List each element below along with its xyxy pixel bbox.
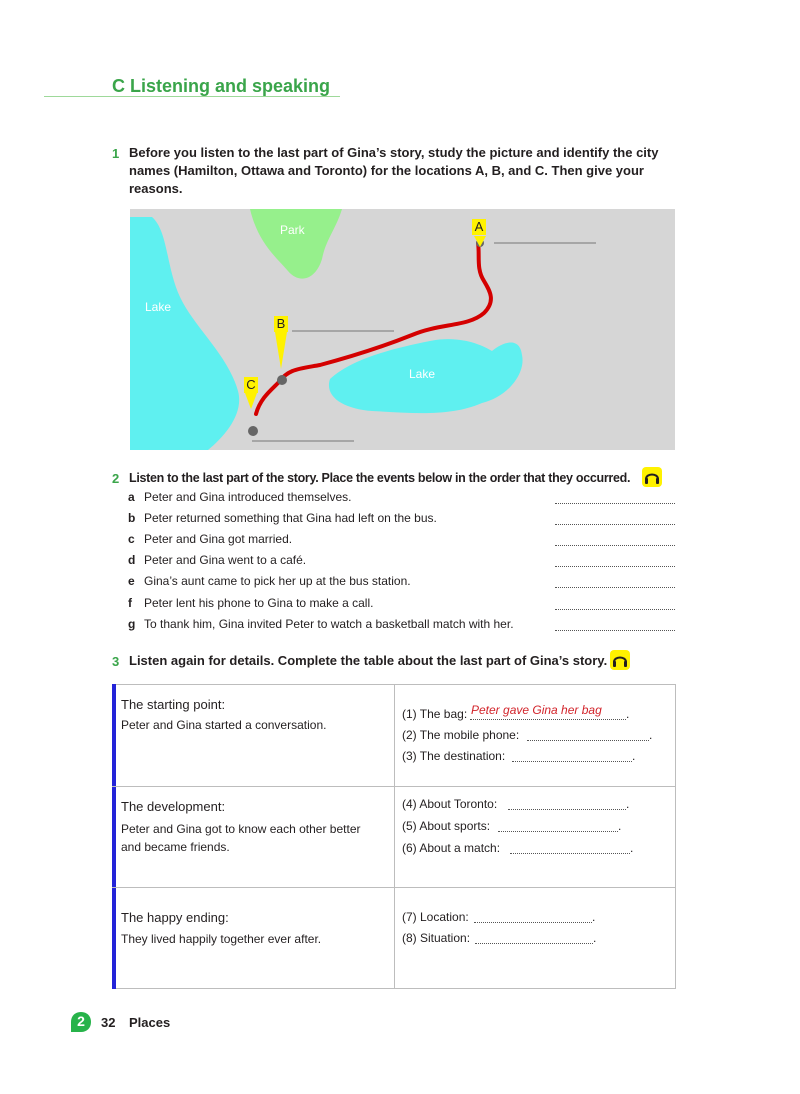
table-accent-bar (112, 684, 116, 989)
pin-a-tail (474, 236, 486, 247)
field-period: . (626, 797, 630, 811)
field-period: . (632, 749, 636, 763)
location-b-dot (277, 375, 287, 385)
event-letter: a (128, 490, 135, 504)
event-answer-line[interactable] (555, 503, 675, 504)
row-body-line: and became friends. (121, 840, 230, 854)
table-row-divider (112, 887, 676, 888)
q3-text: Listen again for details. Complete the table about the last part of Gina’s story. (129, 653, 608, 668)
field-answer-line[interactable] (475, 943, 593, 944)
q3-number: 3 (112, 654, 120, 669)
field-label: (5) About sports: (402, 819, 491, 833)
field-label: (6) About a match: (402, 841, 501, 855)
unit-title: Places (129, 1015, 171, 1030)
lake-right-label: Lake (409, 367, 436, 381)
field-answer-line[interactable] (498, 831, 618, 832)
headphones-icon[interactable] (642, 467, 662, 487)
unit-number: 2 (77, 1013, 85, 1029)
field-answer-line[interactable] (470, 719, 626, 720)
pin-a-label: A (472, 219, 486, 235)
pin-c-tail (245, 393, 257, 409)
field-label: (2) The mobile phone: (402, 728, 520, 742)
field-answer-line[interactable] (474, 922, 592, 923)
q1-text-line: Before you listen to the last part of Gina’s story, study the picture and identify the city (129, 145, 659, 160)
field-label: (4) About Toronto: (402, 797, 498, 811)
field-label: (1) The bag: (402, 707, 468, 721)
pin-b-label: B (274, 316, 288, 332)
pin-c-label: C (244, 377, 258, 393)
event-letter: b (128, 511, 136, 525)
event-text: Peter and Gina introduced themselves. (144, 490, 352, 504)
field-answer-line[interactable] (510, 853, 630, 854)
event-text: Peter returned something that Gina had left on the bus. (144, 511, 437, 525)
lake-left-label: Lake (145, 300, 172, 314)
row-heading: The starting point: (121, 697, 226, 712)
event-item (128, 617, 514, 631)
q1-text-line: reasons. (129, 181, 183, 196)
park-label: Park (280, 223, 305, 237)
location-c-dot (248, 426, 258, 436)
headphones-icon[interactable] (610, 650, 630, 670)
field-answer-line[interactable] (508, 809, 626, 810)
section-divider (44, 96, 340, 97)
event-letter: e (128, 574, 135, 588)
row-heading: The development: (121, 799, 226, 814)
q1-text-line: names (Hamilton, Ottawa and Toronto) for the locations A, B, and C. Then give your (129, 163, 644, 178)
q2-number: 2 (112, 471, 120, 486)
field-period: . (593, 931, 597, 945)
table-column-divider (394, 684, 395, 989)
headphones-icon-glyph (642, 467, 662, 487)
event-answer-line[interactable] (555, 566, 675, 567)
event-answer-line[interactable] (555, 524, 675, 525)
row-body-line: Peter and Gina got to know each other better (121, 822, 361, 836)
headphones-icon-glyph (610, 650, 630, 670)
event-text: Gina’s aunt came to pick her up at the bus station. (144, 574, 411, 588)
field-label: (8) Situation: (402, 931, 471, 945)
park-area (250, 209, 342, 279)
field-label: (3) The destination: (402, 749, 506, 763)
event-item (128, 553, 306, 567)
event-text: Peter and Gina went to a café. (144, 553, 307, 567)
row-heading: The happy ending: (121, 910, 229, 925)
event-item (128, 574, 411, 588)
field-period: . (626, 707, 630, 721)
handwritten-answer: Peter gave Gina her bag (471, 703, 602, 717)
field-answer-line[interactable] (512, 761, 632, 762)
event-item (128, 490, 351, 504)
event-item (128, 511, 437, 525)
event-answer-line[interactable] (555, 587, 675, 588)
event-letter: c (128, 532, 135, 546)
event-letter: f (128, 596, 132, 610)
field-answer-line[interactable] (527, 740, 649, 741)
section-title: C Listening and speaking (112, 76, 331, 96)
map-drawing (130, 209, 675, 450)
event-text: Peter lent his phone to Gina to make a call. (144, 596, 374, 610)
event-item (128, 596, 373, 610)
row-body: Peter and Gina started a conversation. (121, 718, 327, 732)
field-period: . (592, 910, 596, 924)
row-body (121, 820, 360, 856)
field-period: . (630, 841, 634, 855)
lake-left (130, 217, 239, 450)
field-label: (7) Location: (402, 910, 469, 924)
event-answer-line[interactable] (555, 545, 675, 546)
q1-text (129, 144, 689, 198)
event-answer-line[interactable] (555, 609, 675, 610)
event-letter: g (128, 617, 136, 631)
event-text: To thank him, Gina invited Peter to watch a basketball match with her. (144, 617, 514, 631)
field-period: . (649, 728, 653, 742)
field-period: . (618, 819, 622, 833)
q2-text: Listen to the last part of the story. Place the events below in the order that they occurred. (129, 471, 631, 485)
event-text: Peter and Gina got married. (144, 532, 293, 546)
event-item (128, 532, 292, 546)
q1-number: 1 (112, 146, 120, 161)
row-body: They lived happily together ever after. (121, 932, 322, 946)
pin-b-tail (275, 332, 287, 369)
event-answer-line[interactable] (555, 630, 675, 631)
table-row-divider (112, 786, 676, 787)
route-map (130, 209, 675, 450)
page-number: 32 (101, 1015, 116, 1030)
event-letter: d (128, 553, 136, 567)
